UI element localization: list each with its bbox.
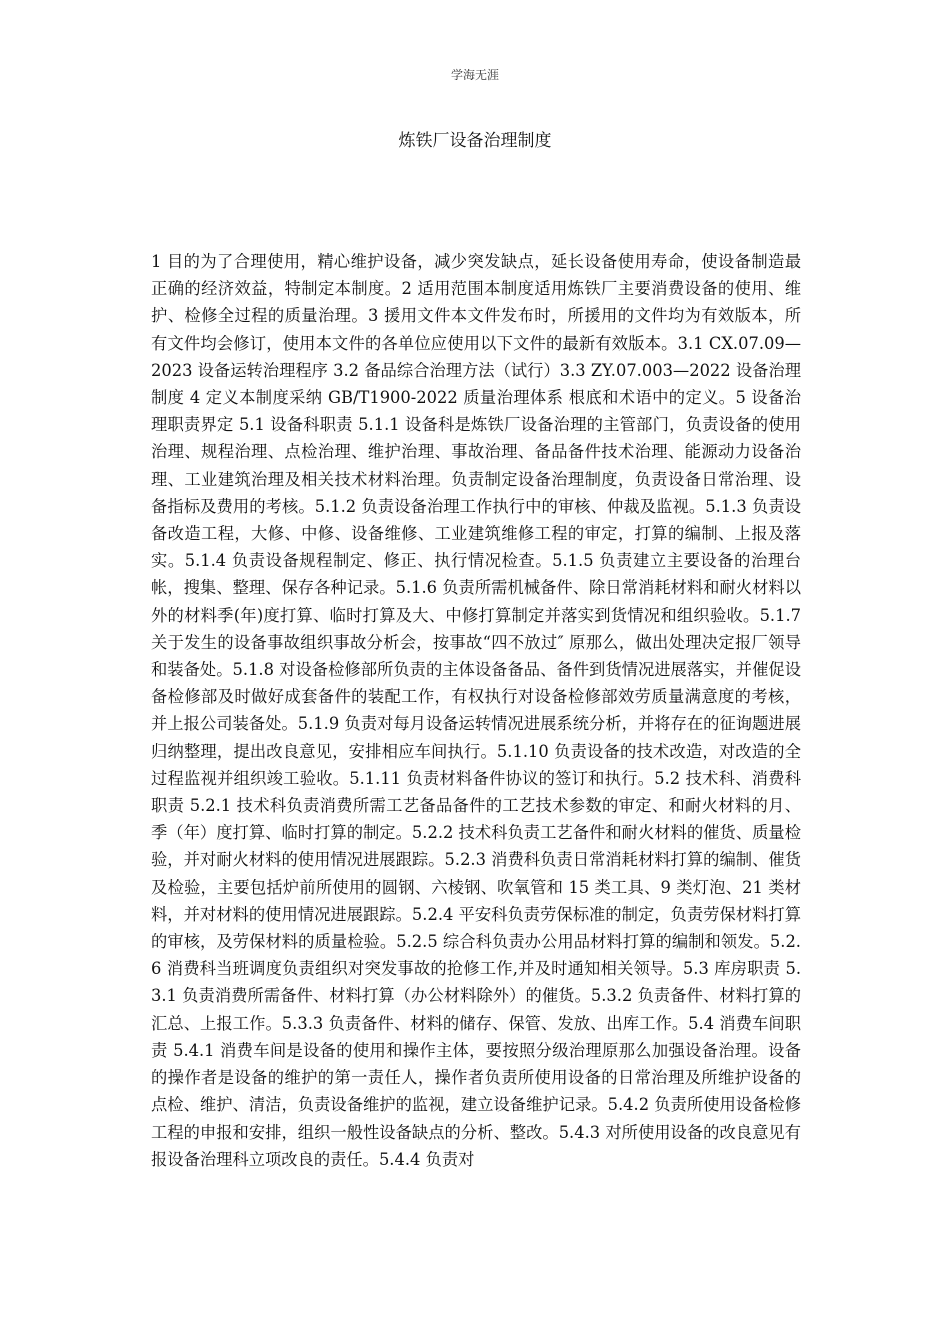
document-body: 1 目的为了合理使用，精心维护设备，减少突发缺点，延长设备使用寿命，使设备制造最正确的经济效益，特制定本制度。2 适用范围本制度适用炼铁厂主要消费设备的使用、维护、检修全过程的质量治理。3 援用文件本文件发布时，所援用的文件均为有效版本，所有文件均会修订，使用本文件的各单位应使用以下文件的最新有效版本。3.1 CX.07.09—2023 设备运转治理程序 3.2 备品综合治理方法（试行）3.3 ZY.07.003—2022 设备治理制度 4 定义本制度采纳 GB/T1900-2022 质量治理体系 根底和术语中的定义。5 设备治理职责界定 5.1 设备科职责 5.1.1 设备科是炼铁厂设备治理的主管部门，负责设备的使用治理、规程治理、点检治理、维护治理、事故治理、备品备件技术治理、能源动力设备治理、工业建筑治理及相关技术材料治理。负责制定设备治理制度，负责设备日常治理、设备指标及费用的考核。5.1.2 负责设备治理工作执行中的审核、仲裁及监视。5.1.3 负责设备改造工程，大修、中修、设备维修、工业建筑维修工程的审定，打算的编制、上报及落实。5.1.4 负责设备规程制定、修正、执行情况检查。5.1.5 负责建立主要设备的治理台帐，搜集、整理、保存各种记录。5.1.6 负责所需机械备件、除日常消耗材料和耐火材料以外的材料季(年)度打算、临时打算及大、中修打算制定并落实到货情况和组织验收。5.1.7 关于发生的设备事故组织事故分析会，按事故“四不放过″ 原那么，做出处理决定报厂领导和装备处。5.1.8 对设备检修部所负责的主体设备备品、备件到货情况进展落实，并催促设备检修部及时做好成套备件的装配工作，有权执行对设备检修部效劳质量满意度的考核，并上报公司装备处。5.1.9 负责对每月设备运转情况进展系统分析，并将存在的征询题进展归纳整理，提出改良意见，安排相应车间执行。5.1.10 负责设备的技术改造，对改造的全过程监视并组织竣工验收。5.1.11 负责材料备件协议的签订和执行。5.2 技术科、消费科职责 5.2.1 技术科负责消费所需工艺备品备件的工艺技术参数的审定、和耐火材料的月、季（年）度打算、临时打算的制定。5.2.2 技术科负责工艺备件和耐火材料的催货、质量检验，并对耐火材料的使用情况进展跟踪。5.2.3 消费科负责日常消耗材料打算的编制、催货及检验，主要包括炉前所使用的圆钢、六棱钢、吹氧管和 15 类工具、9 类灯泡、21 类材料，并对材料的使用情况进展跟踪。5.2.4 平安科负责劳保标准的制定，负责劳保材料打算的审核，及劳保材料的质量检验。5.2.5 综合科负责办公用品材料打算的编制和领发。5.2.6 消费科当班调度负责组织对突发事故的抢修工作,并及时通知相关领导。5.3 库房职责 5.3.1 负责消费所需备件、材料打算（办公材料除外）的催货。5.3.2 负责备件、材料打算的汇总、上报工作。5.3.3 负责备件、材料的储存、保管、发放、出库工作。5.4 消费车间职责 5.4.1 消费车间是设备的使用和操作主体，要按照分级治理原那么加强设备治理。设备的操作者是设备的维护的第一责任人，操作者负责所使用设备的日常治理及所维护设备的点检、维护、清洁，负责设备维护的监视，建立设备维护记录。5.4.2 负责所使用设备检修工程的申报和安排，组织一般性设备缺点的分析、整改。5.4.3 对所使用设备的改良意见有报设备治理科立项改良的责任。5.4.4 负责对 xyxy=(151,252,801,1169)
page-header: 学海无涯 xyxy=(450,68,499,82)
document-title: 炼铁厂设备治理制度 xyxy=(398,131,552,151)
